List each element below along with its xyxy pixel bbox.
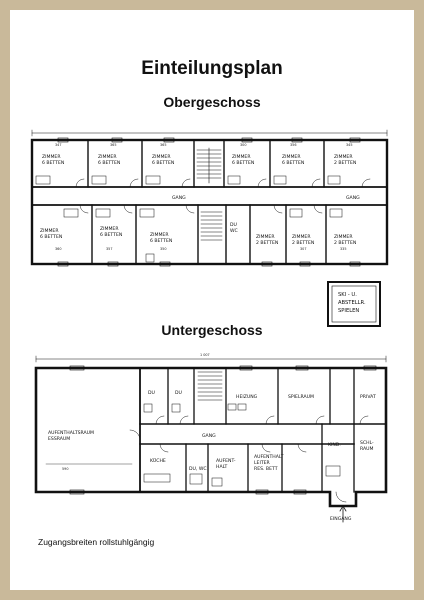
room-dining: AUFENTHALTSRAUM ESSRAUM [48,431,95,442]
svg-text:590: 590 [62,467,69,471]
room-upper-bottom-2: ZIMMER 6 BETTEN [100,227,123,238]
ski-room-label: SKI - U. ABSTELLR. SPIELEN [338,292,366,314]
room-upper-bottom-1: ZIMMER 6 BETTEN [40,229,63,240]
lower-floor-plan [36,356,386,522]
room-heizung: HEIZUNG [236,395,258,400]
room-du-wc: DU, WC [189,467,207,472]
room-upper-bottom-3: ZIMMER 6 BETTEN [150,233,173,244]
room-privat: PRIVAT [360,395,376,400]
lower-floor-labels [48,390,376,522]
room-upper-bottom-7: ZIMMER 2 BETTEN [334,235,357,246]
svg-text:350: 350 [160,247,167,251]
room-upper-top-6: ZIMMER 2 BETTEN [334,155,357,166]
room-kinder: KIND. [328,443,341,448]
room-spielraum: SPIELRAUM [288,395,314,400]
entrance-label: EINGANG [330,517,352,522]
upper-floor-heading: Obergeschoss [163,94,261,110]
svg-text:365: 365 [160,143,167,147]
svg-text:360: 360 [55,247,62,251]
room-aufenthalt: AUFENT-HALT [216,459,236,470]
room-upper-bottom-6: ZIMMER 2 BETTEN [292,235,315,246]
corridor-upper-2: GANG [346,196,360,201]
svg-text:1 007: 1 007 [200,353,210,357]
corridor-upper: GANG [172,196,186,201]
room-leiter: AUFENTHALT LEITER RES. BETT [254,455,284,472]
room-upper-top-4: ZIMMER 6 BETTEN [232,155,255,166]
svg-text:365: 365 [110,143,117,147]
svg-text:307: 307 [300,247,307,251]
room-upper-bottom-4: DU WC [230,223,238,234]
room-upper-top-2: ZIMMER 6 BETTEN [98,155,121,166]
room-du-2: DU [175,391,182,396]
svg-text:335: 335 [340,247,347,251]
room-upper-top-3: ZIMMER 6 BETTEN [152,155,175,166]
svg-text:345: 345 [346,143,353,147]
room-kueche: KÜCHE [150,459,166,464]
room-schlafraum: SCHL-RAUM [360,441,374,452]
room-upper-bottom-5: ZIMMER 2 BETTEN [256,235,279,246]
svg-text:347: 347 [55,143,62,147]
page-title: Einteilungsplan [141,58,283,79]
footer-note: Zugangsbreiten rollstuhlgängig [38,537,155,547]
svg-text:357: 357 [106,247,113,251]
lower-floor-heading: Untergeschoss [161,322,263,338]
svg-text:300: 300 [240,143,247,147]
corridor-lower: GANG [202,434,216,439]
room-du-1: DU [148,391,155,396]
room-upper-top-1: ZIMMER 6 BETTEN [42,155,65,166]
room-upper-top-5: ZIMMER 6 BETTEN [282,155,305,166]
svg-text:356: 356 [290,143,297,147]
